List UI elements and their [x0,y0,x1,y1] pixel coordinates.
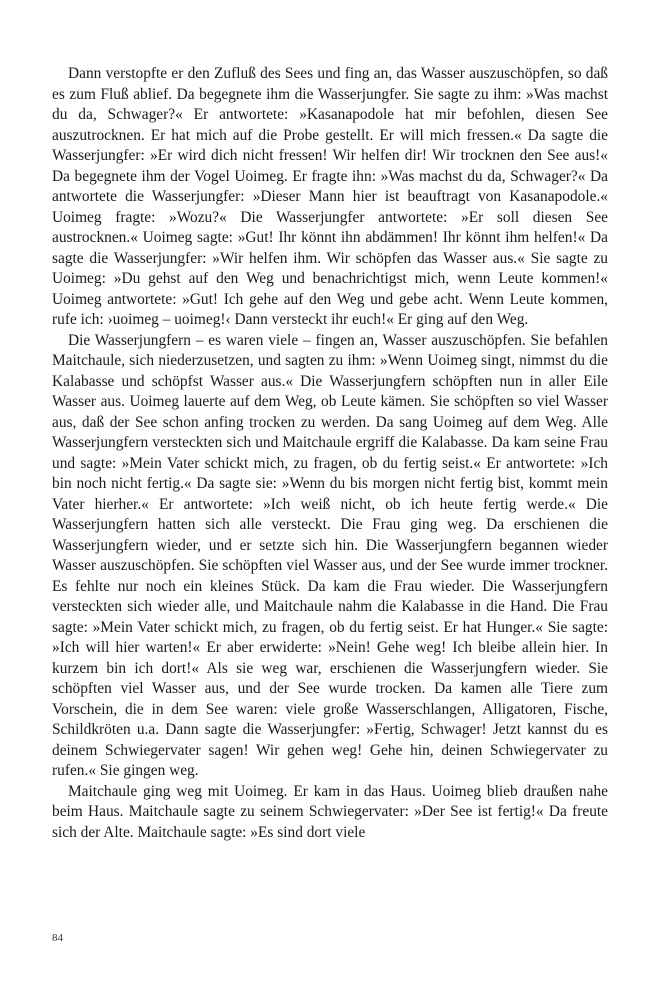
paragraph-1: Dann verstopfte er den Zufluß des Sees und fing an, das Wasser auszuschöpfen, so daß es zum Fluß ablief. Da begegnete ihm die Wasserjungfer. Sie sagte zu ihm: »Was machst du da, Schwager?« Er antwortete: »Kasanapodole hat mir befohlen, diesen See auszutrocknen. Er hat mich auf die Probe gestellt. Er will mich fressen.« Da sagte die Wasserjungfer: »Er wird dich nicht fressen! Wir helfen dir! Wir trocknen den See aus!« Da begegnete ihm der Vogel Uoimeg. Er fragte ihn: »Was machst du da, Schwager?« Da antwortete die Wasserjungfer: »Dieser Mann hier ist beauftragt von Kasanapodole.« Uoimeg fragte: »Wozu?« Die Wasserjungfer antwortete: »Er soll diesen See austrocknen.« Uoimeg sagte: »Gut! Ihr könnt ihn abdämmen! Ihr könnt ihm helfen!« Da sagte die Wasserjungfer: »Wir helfen ihm. Wir schöpfen das Wasser aus.« Sie sagte zu Uoimeg: »Du gehst auf den Weg und benachrichtigst mich, wenn Leute kommen!« Uoimeg antwortete: »Gut! Ich gehe auf den Weg und gebe acht. Wenn Leute kommen, rufe ich: ›uoimeg – uoimeg!‹ Dann versteckt ihr euch!« Er ging auf den Weg. [52,65,608,328]
page-number: 84 [52,932,63,944]
paragraph-2: Die Wasserjungfern – es waren viele – fingen an, Wasser auszuschöpfen. Sie befahlen Maitchaule, sich niederzusetzen, und sagten zu ihm: »Wenn Uoimeg singt, nimmst du die Kalabasse und schöpfst Wasser aus.« Die Wasserjungfern schöpften nun in aller Eile Wasser aus. Uoimeg lauerte auf dem Weg, ob Leute kämen. Sie schöpften so viel Wasser aus, daß der See schon anfing trocken zu werden. Da sang Uoimeg auf dem Weg. Alle Wasserjungfern versteckten sich und Maitchaule ergriff die Kalabasse. Da kam seine Frau und sagte: »Mein Vater schickt mich, zu fragen, ob du fertig seist.« Er antwortete: »Ich bin noch nicht fertig.« Da sagte sie: »Wenn du bis morgen nicht fertig bist, kommt mein Vater hierher.« Er antwortete: »Ich weiß nicht, ob ich heute fertig werde.« Die Wasserjungfern hatten sich alle versteckt. Die Frau ging weg. Da erschienen die Wasserjungfern wieder, und er setzte sich hin. Die Wasserjungfern begannen wieder Wasser auszuschöpfen. Sie schöpften viel Wasser aus, und der See wurde immer trockner. Es fehlte nur noch ein kleines Stück. Da kam die Frau wieder. Die Wasserjungfern versteckten sich wieder alle, und Maitchaule nahm die Kalabasse in die Hand. Die Frau sagte: »Mein Vater schickt mich, zu fragen, ob du fertig seist. Er hat Hunger.« Sie sagte: »Ich will hier warten!« Er aber erwiderte: »Nein! Gehe weg! Ich bleibe allein hier. In kurzem bin ich dort!« Als sie weg war, erschienen die Wasserjungfern wieder. Sie schöpften viel Wasser aus, und der See wurde trocken. Da kamen alle Tiere zum Vorschein, die in dem See waren: viele große Wasserschlangen, Alligatoren, Fische, Schildkröten u.a. Dann sagte die Wasserjungfer: »Fertig, Schwager! Jetzt kannst du es deinem Schwiegervater sagen! Wir gehen weg! Gehe hin, deinen Schwiegervater zu rufen.« Sie gingen weg. [52,331,608,779]
paragraph-3: Maitchaule ging weg mit Uoimeg. Er kam in das Haus. Uoimeg blieb draußen nahe beim Haus. Maitchaule sagte zu seinem Schwiegervater: »Der See ist fertig!« Da freute sich der Alte. Maitchaule sagte: »Es sind dort viele [52,782,608,841]
page-body [52,64,608,843]
